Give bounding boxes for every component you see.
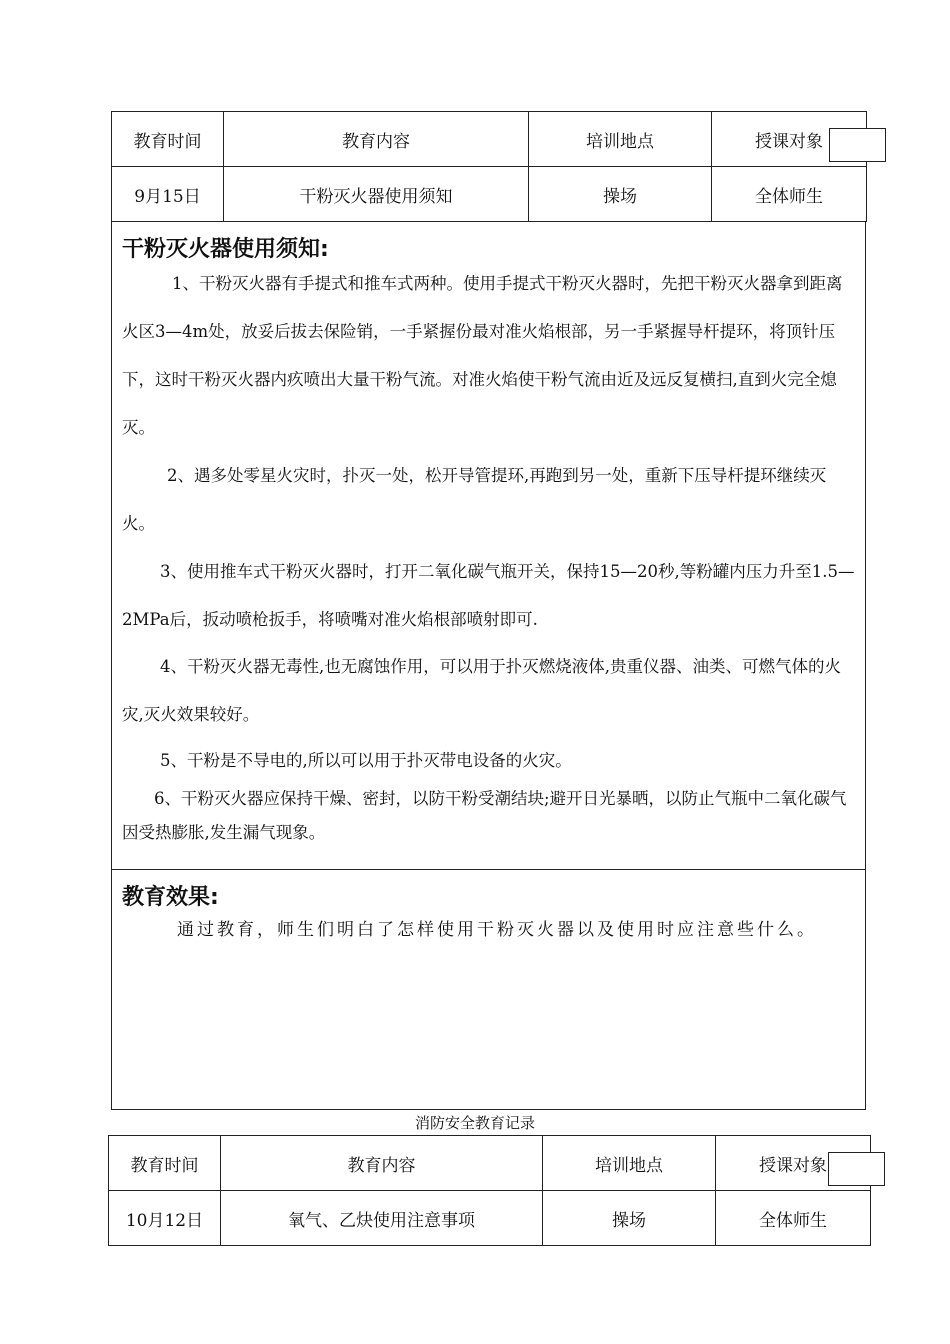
cell-content: 氧气、乙炔使用注意事项 (221, 1191, 543, 1246)
table-row (109, 1191, 871, 1246)
paragraph-1: 1、干粉灭火器有手提式和推车式两种。使用手提式干粉灭火器时，先把干粉灭火器拿到距离火区3—4m处，放妥后拔去保险销，一手紧握份最对准火焰根部，另一手紧握导杆提环，将顶针压下，这时干粉灭火器内疚喷出大量干粉气流。对准火焰使干粉气流由近及远反复横扫,直到火完全熄灭。 (122, 274, 843, 437)
paragraph-3: 3、使用推车式干粉灭火器时，打开二氧化碳气瓶开关，保持15—20秒,等粉罐内压力升至1.5—2MPa后，扳动喷枪扳手，将喷嘴对准火焰根部喷射即可. (122, 562, 855, 629)
overlay-box (829, 128, 886, 162)
paragraph-4: 4、干粉灭火器无毒性,也无腐蚀作用，可以用于扑灭燃烧液体,贵重仪器、油类、可燃气体的火灾,灭火效果较好。 (122, 657, 841, 724)
cell-location: 操场 (543, 1191, 716, 1246)
record-table-1 (111, 111, 867, 222)
effect-text: 通过教育，师生们明白了怎样使用干粉灭火器以及使用时应注意些什么。 (177, 920, 817, 940)
cell-time: 10月12日 (109, 1191, 221, 1246)
header-time: 教育时间 (109, 1136, 221, 1191)
paragraph-5: 5、干粉是不导电的,所以可以用于扑灭带电设备的火灾。 (160, 751, 572, 770)
header-content: 教育内容 (224, 112, 529, 167)
cell-content: 干粉灭火器使用须知 (224, 167, 529, 222)
table-header-row (109, 1136, 871, 1191)
content-panel (111, 222, 866, 870)
header-location: 培训地点 (529, 112, 712, 167)
table-row (112, 167, 867, 222)
effect-title: 教育效果: (122, 885, 219, 910)
cell-audience: 全体师生 (716, 1191, 871, 1246)
header-location: 培训地点 (543, 1136, 716, 1191)
cell-location: 操场 (529, 167, 712, 222)
header-audience: 授课对象 (712, 112, 867, 167)
table-header-row (112, 112, 867, 167)
overlay-box (828, 1152, 885, 1186)
section-title: 干粉灭火器使用须知: (122, 237, 329, 262)
cell-time: 9月15日 (112, 167, 224, 222)
paragraph-2: 2、遇多处零星火灾时，扑灭一处，松开导管提环,再跑到另一处，重新下压导杆提环继续灭火。 (122, 466, 827, 533)
cell-audience: 全体师生 (712, 167, 867, 222)
header-time: 教育时间 (112, 112, 224, 167)
record-table-2 (108, 1135, 871, 1246)
header-audience: 授课对象 (716, 1136, 871, 1191)
record-caption: 消防安全教育记录 (414, 1114, 535, 1132)
header-content: 教育内容 (221, 1136, 543, 1191)
effect-panel (111, 870, 866, 1110)
paragraph-6: 6、干粉灭火器应保持干燥、密封，以防干粉受潮结块;避开日光暴晒，以防止气瓶中二氧化碳气因受热膨胀,发生漏气现象。 (122, 789, 847, 842)
